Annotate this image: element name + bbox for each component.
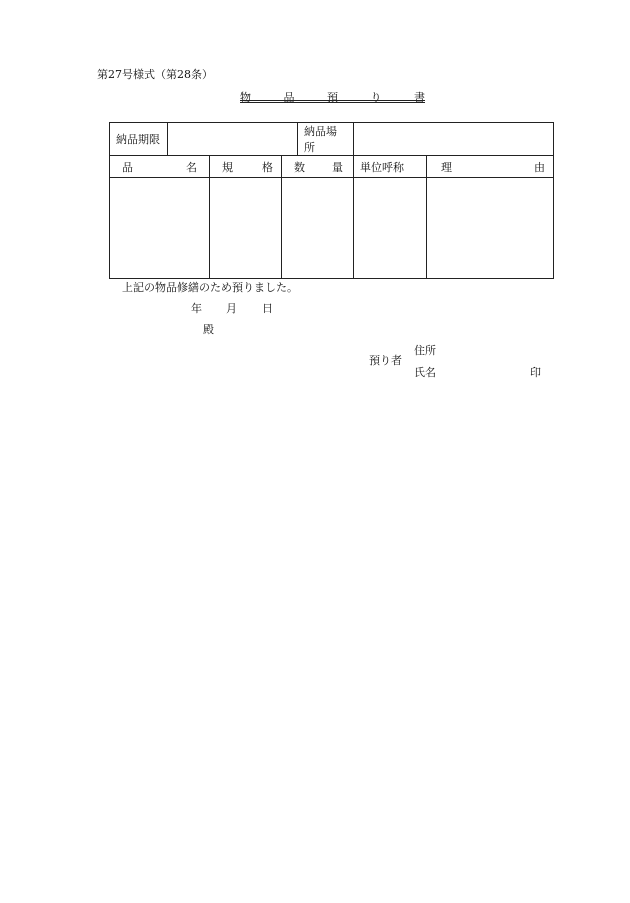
title-char: り	[370, 91, 382, 104]
unit-field[interactable]	[354, 178, 427, 279]
address-label: 住所	[414, 344, 436, 357]
header-specification	[210, 156, 282, 178]
statement-text: 上記の物品修繕のため預りました。	[122, 281, 298, 294]
date-line	[191, 300, 273, 316]
date-month: 月	[226, 302, 237, 315]
header-quantity-char: 量	[332, 160, 344, 174]
entry-row	[110, 178, 554, 279]
form-number: 第27号様式（第28条）	[97, 68, 213, 81]
title-char: 書	[414, 91, 425, 104]
delivery-deadline-field[interactable]	[168, 123, 298, 156]
addressee-suffix: 殿	[203, 323, 214, 336]
header-row	[110, 156, 554, 178]
date-day: 日	[262, 302, 273, 315]
specification-field[interactable]	[210, 178, 282, 279]
reason-field[interactable]	[427, 178, 554, 279]
title-double-underline	[240, 100, 425, 103]
title-char: 品	[283, 91, 295, 104]
quantity-field[interactable]	[282, 178, 354, 279]
delivery-place-field[interactable]	[354, 123, 554, 156]
item-name-field[interactable]	[110, 178, 210, 279]
title-char: 物	[240, 91, 251, 104]
depositor-label: 預り者	[369, 354, 402, 367]
delivery-deadline-label: 納品期限	[110, 123, 168, 156]
title-char: 預	[327, 91, 338, 104]
items-table	[109, 122, 554, 279]
header-specification-char: 規	[222, 160, 233, 174]
seal-mark: 印	[530, 366, 541, 379]
header-quantity	[282, 156, 354, 178]
name-label: 氏名	[414, 366, 436, 379]
header-reason-char: 由	[534, 160, 546, 174]
delivery-row	[110, 123, 554, 156]
header-reason	[427, 156, 554, 178]
header-item-name-char: 品	[122, 160, 133, 174]
header-item-name	[110, 156, 210, 178]
date-year: 年	[191, 302, 202, 315]
header-specification-char: 格	[262, 160, 273, 174]
header-unit: 単位呼称	[354, 156, 427, 178]
header-reason-char: 理	[441, 160, 453, 174]
header-quantity-char: 数	[294, 160, 305, 174]
delivery-place-label: 納品場所	[298, 123, 354, 156]
header-item-name-char: 名	[186, 160, 197, 174]
